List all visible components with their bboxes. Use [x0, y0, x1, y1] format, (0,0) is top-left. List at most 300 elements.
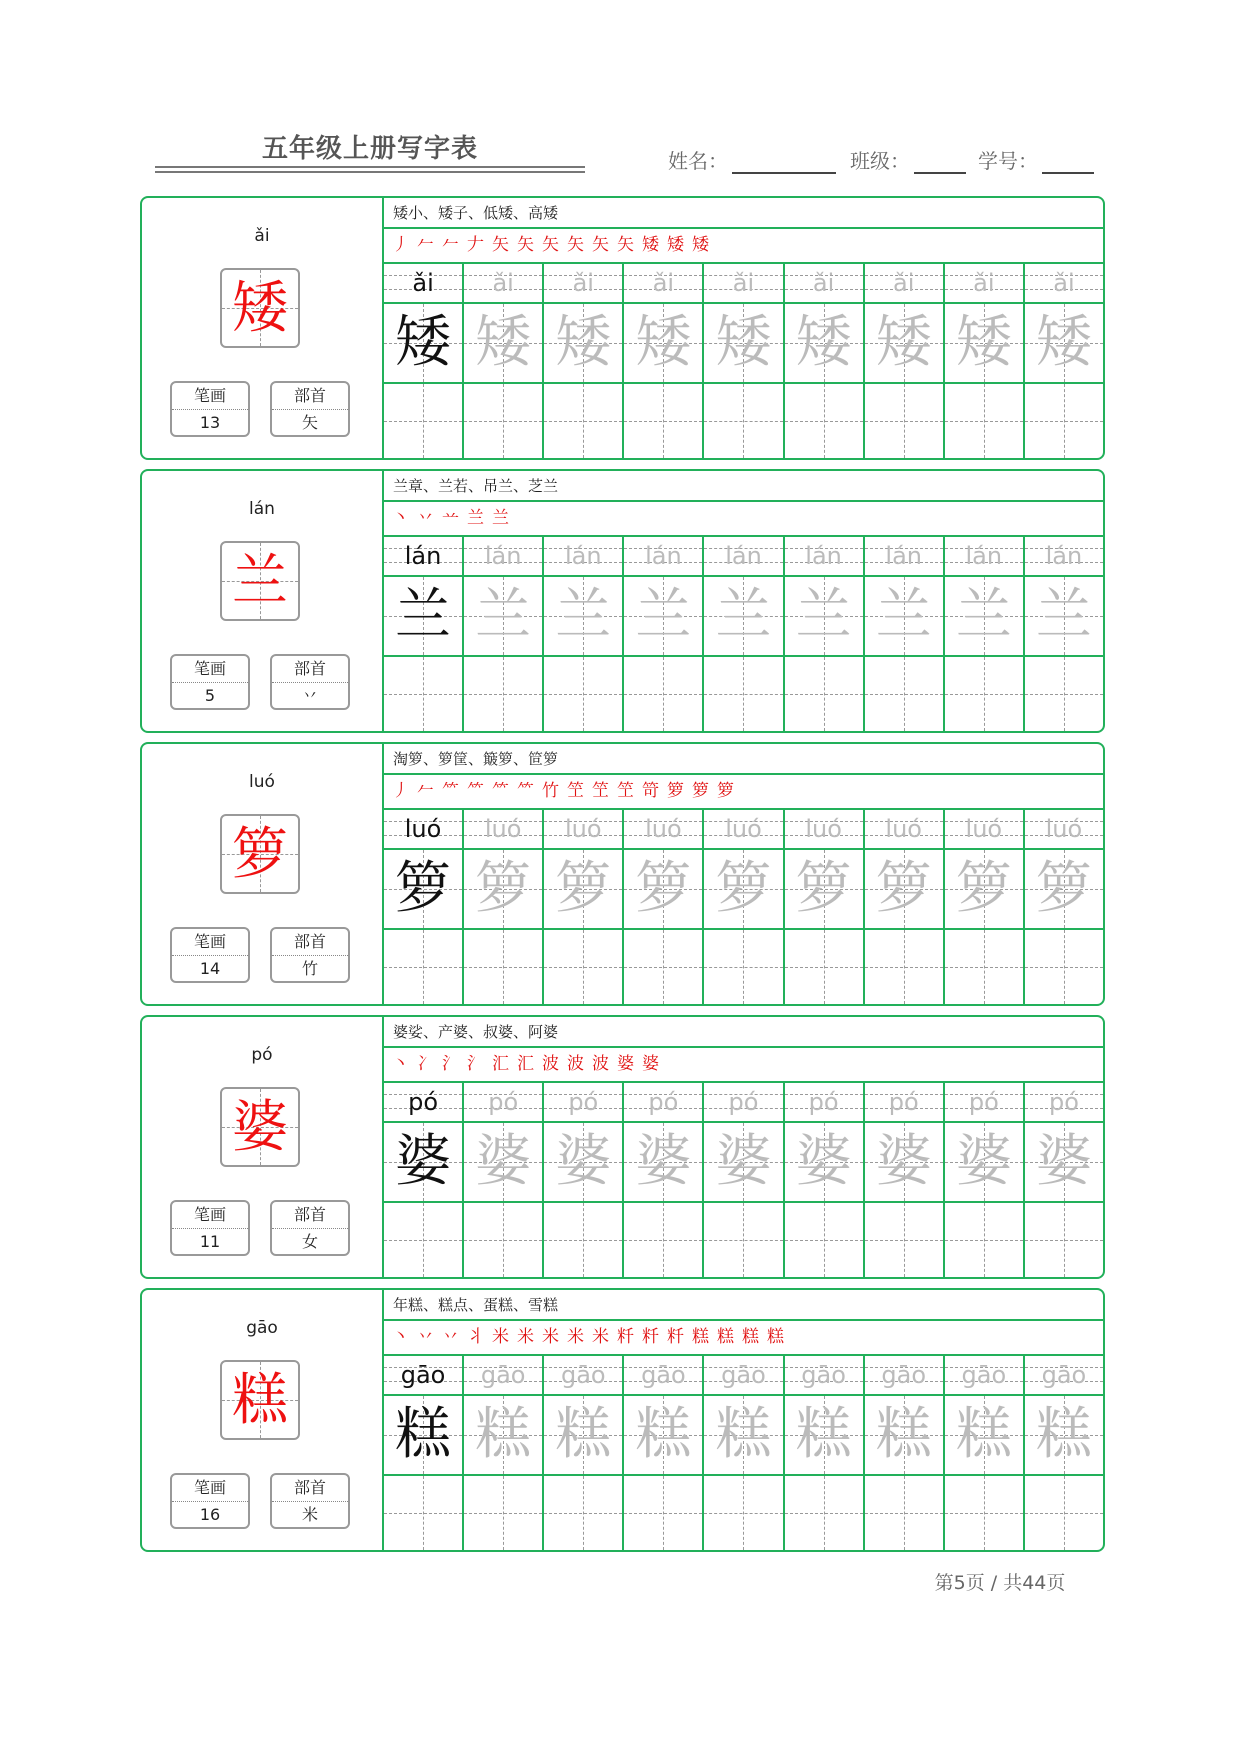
student-id-blank[interactable] — [1042, 152, 1094, 174]
page-indicator: 第5页 / 共44页 — [934, 1572, 1066, 1594]
char-display-box — [220, 1087, 300, 1167]
char-text: 婆 — [555, 1129, 612, 1194]
stroke-step: 丿 — [392, 781, 411, 801]
char-trace-cell[interactable] — [785, 1123, 865, 1201]
char-text: 糕 — [635, 1402, 692, 1467]
stroke-count-value: 11 — [199, 1232, 221, 1251]
blank-practice-cell[interactable] — [464, 1203, 544, 1277]
pinyin-trace-cell[interactable] — [945, 810, 1025, 848]
char-text: 婆 — [795, 1129, 852, 1194]
blank-practice-cell[interactable] — [624, 657, 704, 731]
blank-practice-cell[interactable] — [1025, 384, 1103, 458]
pinyin-trace-cell[interactable] — [865, 264, 945, 302]
char-info-panel — [142, 1017, 384, 1277]
char-text: 矮 — [475, 310, 532, 375]
pinyin-trace-cell[interactable] — [544, 537, 624, 575]
char-trace-cell[interactable] — [865, 1396, 945, 1474]
blank-practice-cell[interactable] — [544, 384, 624, 458]
stroke-step: 丬 — [467, 1327, 486, 1347]
pinyin-trace-cell[interactable] — [704, 1083, 784, 1121]
pinyin-trace-cell[interactable] — [1025, 810, 1103, 848]
blank-practice-cell[interactable] — [464, 930, 544, 1004]
pinyin-trace-cell[interactable] — [704, 537, 784, 575]
radical-value: 女 — [301, 1232, 318, 1251]
pinyin-trace-cell[interactable] — [865, 1083, 945, 1121]
stroke-step: 矢 — [517, 235, 536, 255]
char-text: 婆 — [715, 1129, 772, 1194]
pinyin-text: luó — [965, 815, 1003, 843]
stroke-count-box — [170, 1200, 250, 1256]
pinyin-text: gāo — [721, 1361, 766, 1389]
radical-value: 竹 — [301, 959, 318, 978]
blank-practice-cell[interactable] — [624, 1476, 704, 1550]
pinyin-trace-cell[interactable] — [785, 537, 865, 575]
char-trace-cell[interactable] — [945, 850, 1025, 928]
stroke-count-box — [170, 927, 250, 983]
pinyin-text: lán — [885, 542, 922, 570]
pinyin-trace-cell[interactable] — [865, 1356, 945, 1394]
blank-practice-cell[interactable] — [785, 930, 865, 1004]
char-text: 糕 — [875, 1402, 932, 1467]
practice-grid — [384, 198, 1103, 458]
stroke-step: 𠂉 — [417, 781, 436, 801]
stroke-step: 笁 — [592, 781, 611, 801]
pinyin-model-cell — [384, 1356, 464, 1394]
char-trace-cell[interactable] — [1025, 577, 1103, 655]
char-info-panel — [142, 744, 384, 1004]
char-trace-cell[interactable] — [704, 850, 784, 928]
pinyin-trace-cell[interactable] — [785, 1083, 865, 1121]
char-info-panel — [142, 1290, 384, 1550]
pinyin-trace-cell[interactable] — [865, 810, 945, 848]
pinyin-text: pó — [568, 1088, 599, 1116]
stroke-step: 笴 — [642, 781, 661, 801]
char-display-box — [220, 268, 300, 348]
char-model-cell — [384, 577, 464, 655]
char-row — [384, 304, 1103, 384]
blank-practice-cell[interactable] — [1025, 657, 1103, 731]
char-pinyin: gāo — [246, 1318, 278, 1338]
character-card — [140, 196, 1105, 460]
char-display: 矮 — [232, 276, 288, 341]
name-field[interactable] — [668, 145, 836, 174]
blank-practice-cell[interactable] — [1025, 1476, 1103, 1550]
char-trace-cell[interactable] — [865, 304, 945, 382]
char-text: 糕 — [715, 1402, 772, 1467]
char-trace-cell[interactable] — [624, 304, 704, 382]
blank-practice-cell[interactable] — [704, 1476, 784, 1550]
char-trace-cell[interactable] — [785, 304, 865, 382]
char-text: 箩 — [715, 856, 772, 921]
pinyin-trace-cell[interactable] — [704, 264, 784, 302]
char-text: 矮 — [715, 310, 772, 375]
stroke-step: 笁 — [567, 781, 586, 801]
pinyin-trace-cell[interactable] — [945, 1083, 1025, 1121]
blank-practice-cell[interactable] — [945, 930, 1025, 1004]
char-model-cell — [384, 850, 464, 928]
example-words: 年糕、糕点、蛋糕、雪糕 — [384, 1290, 1103, 1321]
blank-practice-cell[interactable] — [704, 1203, 784, 1277]
char-text: 兰 — [555, 583, 612, 648]
blank-practice-cell[interactable] — [544, 1476, 624, 1550]
example-words: 矮小、矮子、低矮、高矮 — [384, 198, 1103, 229]
pinyin-text: lán — [725, 542, 762, 570]
stroke-step: 粁 — [642, 1327, 661, 1347]
pinyin-model-cell — [384, 264, 464, 302]
radical-label: 部首 — [272, 929, 348, 956]
pinyin-trace-cell[interactable] — [624, 537, 704, 575]
stroke-step: 米 — [567, 1327, 586, 1347]
pinyin-trace-cell[interactable] — [544, 264, 624, 302]
pinyin-trace-cell[interactable] — [544, 1083, 624, 1121]
radical-box — [270, 1473, 350, 1529]
stroke-step: 冫 — [417, 1054, 436, 1074]
example-words: 婆娑、产婆、叔婆、阿婆 — [384, 1017, 1103, 1048]
blank-practice-cell[interactable] — [785, 1203, 865, 1277]
stroke-step: 米 — [492, 1327, 511, 1347]
blank-practice-cell[interactable] — [865, 930, 945, 1004]
pinyin-text: luó — [805, 815, 842, 843]
char-display: 婆 — [232, 1095, 288, 1160]
pinyin-trace-cell[interactable] — [704, 810, 784, 848]
char-trace-cell[interactable] — [785, 850, 865, 928]
example-words: 淘箩、箩筐、簸箩、笸箩 — [384, 744, 1103, 775]
radical-box — [270, 654, 350, 710]
char-display: 兰 — [232, 549, 288, 614]
stroke-step: 糕 — [767, 1327, 786, 1347]
char-trace-cell[interactable] — [464, 1123, 544, 1201]
char-display: 糕 — [232, 1368, 288, 1433]
char-trace-cell[interactable] — [464, 304, 544, 382]
blank-practice-cell[interactable] — [624, 930, 704, 1004]
char-row — [384, 1123, 1103, 1203]
radical-label: 部首 — [272, 1475, 348, 1502]
stroke-step: ⺮ — [442, 781, 461, 801]
blank-practice-cell[interactable] — [704, 657, 784, 731]
char-row — [384, 577, 1103, 657]
char-trace-cell[interactable] — [624, 1123, 704, 1201]
stroke-step: 氵 — [442, 1054, 461, 1074]
char-model-cell — [384, 1396, 464, 1474]
character-card — [140, 469, 1105, 733]
pinyin-text: gāo — [1041, 1361, 1087, 1389]
char-trace-cell[interactable] — [785, 1396, 865, 1474]
class-blank[interactable] — [914, 152, 966, 174]
name-label: 姓名： — [668, 149, 728, 173]
stroke-step: 丶 — [392, 1054, 411, 1074]
char-text: 兰 — [475, 583, 532, 648]
char-trace-cell[interactable] — [704, 577, 784, 655]
pinyin-text: gāo — [881, 1361, 927, 1389]
pinyin-text: gāo — [961, 1361, 1007, 1389]
stroke-step: 米 — [592, 1327, 611, 1347]
stroke-count-box — [170, 381, 250, 437]
blank-practice-cell[interactable] — [624, 1203, 704, 1277]
pinyin-trace-cell[interactable] — [945, 1356, 1025, 1394]
pinyin-text: pó — [728, 1088, 759, 1116]
blank-practice-cell[interactable] — [865, 1476, 945, 1550]
char-trace-cell[interactable] — [785, 577, 865, 655]
char-trace-cell[interactable] — [865, 1123, 945, 1201]
stroke-step: 兰 — [492, 508, 511, 528]
stroke-count-value: 14 — [199, 959, 221, 978]
char-trace-cell[interactable] — [945, 304, 1025, 382]
blank-practice-cell[interactable] — [464, 1476, 544, 1550]
blank-practice-cell[interactable] — [384, 930, 464, 1004]
char-trace-cell[interactable] — [544, 1123, 624, 1201]
char-text: 婆 — [475, 1129, 532, 1194]
char-text: 兰 — [875, 583, 932, 648]
stroke-step: 粁 — [667, 1327, 686, 1347]
pinyin-trace-cell[interactable] — [464, 537, 544, 575]
stroke-step: 粁 — [617, 1327, 636, 1347]
pinyin-text: ǎi — [893, 269, 915, 297]
stroke-step: 矢 — [592, 235, 611, 255]
char-text: 婆 — [955, 1129, 1012, 1194]
blank-practice-cell[interactable] — [865, 384, 945, 458]
char-trace-cell[interactable] — [865, 850, 945, 928]
pinyin-text: lán — [564, 542, 602, 570]
stroke-count-label: 笔画 — [172, 383, 248, 410]
stroke-step: 丶 — [392, 1327, 411, 1347]
stroke-step: ⺮ — [467, 781, 486, 801]
char-text: 糕 — [475, 1402, 532, 1467]
radical-value: 丷 — [301, 686, 318, 705]
char-pinyin: pó — [251, 1045, 273, 1065]
pinyin-trace-cell[interactable] — [624, 1083, 704, 1121]
stroke-order — [384, 1321, 1103, 1356]
blank-practice-cell[interactable] — [544, 1203, 624, 1277]
stroke-step: 丷 — [417, 508, 436, 528]
pinyin-trace-cell[interactable] — [464, 1083, 544, 1121]
stroke-count-value: 5 — [204, 686, 216, 705]
char-text: 箩 — [475, 856, 532, 921]
pinyin-row — [384, 1356, 1103, 1396]
blank-practice-cell[interactable] — [384, 1203, 464, 1277]
pinyin-text: lán — [484, 542, 522, 570]
blank-practice-cell[interactable] — [384, 1476, 464, 1550]
pinyin-text: luó — [725, 815, 762, 843]
pinyin-trace-cell[interactable] — [1025, 537, 1103, 575]
char-trace-cell[interactable] — [544, 1396, 624, 1474]
blank-practice-cell[interactable] — [624, 384, 704, 458]
blank-practice-cell[interactable] — [945, 1203, 1025, 1277]
name-blank[interactable] — [732, 152, 836, 174]
practice-grid — [384, 471, 1103, 731]
blank-practice-cell[interactable] — [704, 930, 784, 1004]
char-trace-cell[interactable] — [624, 1396, 704, 1474]
pinyin-text: luó — [404, 815, 442, 843]
stroke-step: 𠂉 — [417, 235, 436, 255]
char-trace-cell[interactable] — [464, 577, 544, 655]
char-trace-cell[interactable] — [1025, 850, 1103, 928]
char-pinyin: ǎi — [254, 226, 270, 246]
char-text: 糕 — [795, 1402, 852, 1467]
char-trace-cell[interactable] — [464, 1396, 544, 1474]
char-text: 兰 — [795, 583, 852, 648]
char-trace-cell[interactable] — [704, 1123, 784, 1201]
stroke-step: 波 — [592, 1054, 611, 1074]
pinyin-trace-cell[interactable] — [544, 810, 624, 848]
pinyin-text: pó — [808, 1088, 839, 1116]
blank-row — [384, 930, 1103, 1004]
char-trace-cell[interactable] — [704, 304, 784, 382]
char-trace-cell[interactable] — [544, 850, 624, 928]
pinyin-trace-cell[interactable] — [1025, 1356, 1103, 1394]
stroke-step: 矢 — [492, 235, 511, 255]
blank-practice-cell[interactable] — [865, 657, 945, 731]
pinyin-trace-cell[interactable] — [464, 1356, 544, 1394]
pinyin-text: pó — [408, 1088, 439, 1116]
pinyin-text: pó — [488, 1088, 519, 1116]
stroke-step: 竹 — [542, 781, 561, 801]
stroke-step: 矢 — [567, 235, 586, 255]
blank-practice-cell[interactable] — [1025, 1203, 1103, 1277]
stroke-step: 糕 — [742, 1327, 761, 1347]
practice-grid — [384, 1290, 1103, 1550]
radical-box — [270, 1200, 350, 1256]
blank-practice-cell[interactable] — [785, 657, 865, 731]
stroke-step: 婆 — [617, 1054, 636, 1074]
char-row — [384, 1396, 1103, 1476]
char-display-box — [220, 541, 300, 621]
pinyin-trace-cell[interactable] — [624, 264, 704, 302]
blank-practice-cell[interactable] — [865, 1203, 945, 1277]
char-trace-cell[interactable] — [1025, 1396, 1103, 1474]
stroke-count-label: 笔画 — [172, 1475, 248, 1502]
blank-row — [384, 1203, 1103, 1277]
pinyin-row — [384, 810, 1103, 850]
char-trace-cell[interactable] — [865, 577, 945, 655]
stroke-step: 𠂉 — [442, 235, 461, 255]
char-display-box — [220, 814, 300, 894]
stroke-count-label: 笔画 — [172, 1202, 248, 1229]
pinyin-text: lán — [1045, 542, 1083, 570]
stroke-count-label: 笔画 — [172, 929, 248, 956]
char-text: 箩 — [955, 856, 1012, 921]
pinyin-trace-cell[interactable] — [624, 1356, 704, 1394]
blank-practice-cell[interactable] — [704, 384, 784, 458]
class-field[interactable] — [850, 145, 966, 174]
char-text: 矮 — [955, 310, 1012, 375]
char-trace-cell[interactable] — [945, 577, 1025, 655]
radical-value: 矢 — [301, 413, 318, 432]
practice-grid — [384, 744, 1103, 1004]
stroke-step: 婆 — [642, 1054, 661, 1074]
class-label: 班级： — [850, 149, 910, 173]
pinyin-text: gāo — [641, 1361, 686, 1389]
char-trace-cell[interactable] — [704, 1396, 784, 1474]
char-trace-cell[interactable] — [945, 1123, 1025, 1201]
blank-practice-cell[interactable] — [785, 384, 865, 458]
pinyin-trace-cell[interactable] — [464, 264, 544, 302]
stroke-step: 䒑 — [442, 508, 461, 528]
pinyin-text: gāo — [801, 1361, 846, 1389]
char-text: 糕 — [555, 1402, 612, 1467]
pinyin-trace-cell[interactable] — [945, 264, 1025, 302]
stroke-step: 矢 — [542, 235, 561, 255]
radical-box — [270, 927, 350, 983]
worksheet-title: 五年级上册写字表 — [261, 134, 478, 164]
pinyin-trace-cell[interactable] — [1025, 1083, 1103, 1121]
char-trace-cell[interactable] — [464, 850, 544, 928]
character-card — [140, 1288, 1105, 1552]
pinyin-text: ǎi — [1053, 269, 1075, 297]
blank-practice-cell[interactable] — [945, 1476, 1025, 1550]
blank-row — [384, 657, 1103, 731]
pinyin-trace-cell[interactable] — [464, 810, 544, 848]
pinyin-model-cell — [384, 537, 464, 575]
radical-box — [270, 381, 350, 437]
stroke-step: 矮 — [667, 235, 686, 255]
char-text: 箩 — [1035, 856, 1092, 921]
char-trace-cell[interactable] — [624, 577, 704, 655]
pinyin-trace-cell[interactable] — [704, 1356, 784, 1394]
pinyin-text: luó — [564, 815, 602, 843]
pinyin-text: ǎi — [973, 269, 995, 297]
pinyin-trace-cell[interactable] — [865, 537, 945, 575]
char-trace-cell[interactable] — [1025, 1123, 1103, 1201]
pinyin-model-cell — [384, 810, 464, 848]
stroke-step: 波 — [542, 1054, 561, 1074]
char-text: 矮 — [795, 310, 852, 375]
stroke-step: 兰 — [467, 508, 486, 528]
char-trace-cell[interactable] — [624, 850, 704, 928]
pinyin-text: luó — [484, 815, 522, 843]
title-underline — [155, 171, 585, 173]
char-text: 婆 — [395, 1129, 452, 1194]
blank-practice-cell[interactable] — [464, 657, 544, 731]
pinyin-trace-cell[interactable] — [1025, 264, 1103, 302]
blank-practice-cell[interactable] — [945, 657, 1025, 731]
blank-practice-cell[interactable] — [785, 1476, 865, 1550]
stroke-step: 丷 — [417, 1327, 436, 1347]
blank-practice-cell[interactable] — [1025, 930, 1103, 1004]
character-card — [140, 1015, 1105, 1279]
blank-practice-cell[interactable] — [945, 384, 1025, 458]
pinyin-text: ǎi — [812, 269, 835, 297]
char-trace-cell[interactable] — [544, 577, 624, 655]
student-id-field[interactable] — [978, 145, 1094, 174]
stroke-step: 丿 — [392, 235, 411, 255]
pinyin-text: luó — [1045, 815, 1083, 843]
pinyin-text: ǎi — [572, 269, 594, 297]
pinyin-trace-cell[interactable] — [785, 1356, 865, 1394]
pinyin-trace-cell[interactable] — [945, 537, 1025, 575]
stroke-step: 矮 — [692, 235, 711, 255]
blank-row — [384, 384, 1103, 458]
char-text: 矮 — [395, 310, 452, 375]
pinyin-text: pó — [1048, 1088, 1079, 1116]
char-text: 矮 — [555, 310, 612, 375]
pinyin-trace-cell[interactable] — [785, 810, 865, 848]
pinyin-trace-cell[interactable] — [785, 264, 865, 302]
char-trace-cell[interactable] — [1025, 304, 1103, 382]
pinyin-trace-cell[interactable] — [624, 810, 704, 848]
blank-practice-cell[interactable] — [544, 930, 624, 1004]
blank-practice-cell[interactable] — [464, 384, 544, 458]
stroke-step: 箩 — [667, 781, 686, 801]
blank-practice-cell[interactable] — [384, 657, 464, 731]
blank-practice-cell[interactable] — [544, 657, 624, 731]
char-trace-cell[interactable] — [544, 304, 624, 382]
blank-practice-cell[interactable] — [384, 384, 464, 458]
pinyin-trace-cell[interactable] — [544, 1356, 624, 1394]
char-text: 箩 — [875, 856, 932, 921]
title-underline — [155, 166, 585, 168]
char-text: 糕 — [1035, 1402, 1092, 1467]
char-trace-cell[interactable] — [945, 1396, 1025, 1474]
